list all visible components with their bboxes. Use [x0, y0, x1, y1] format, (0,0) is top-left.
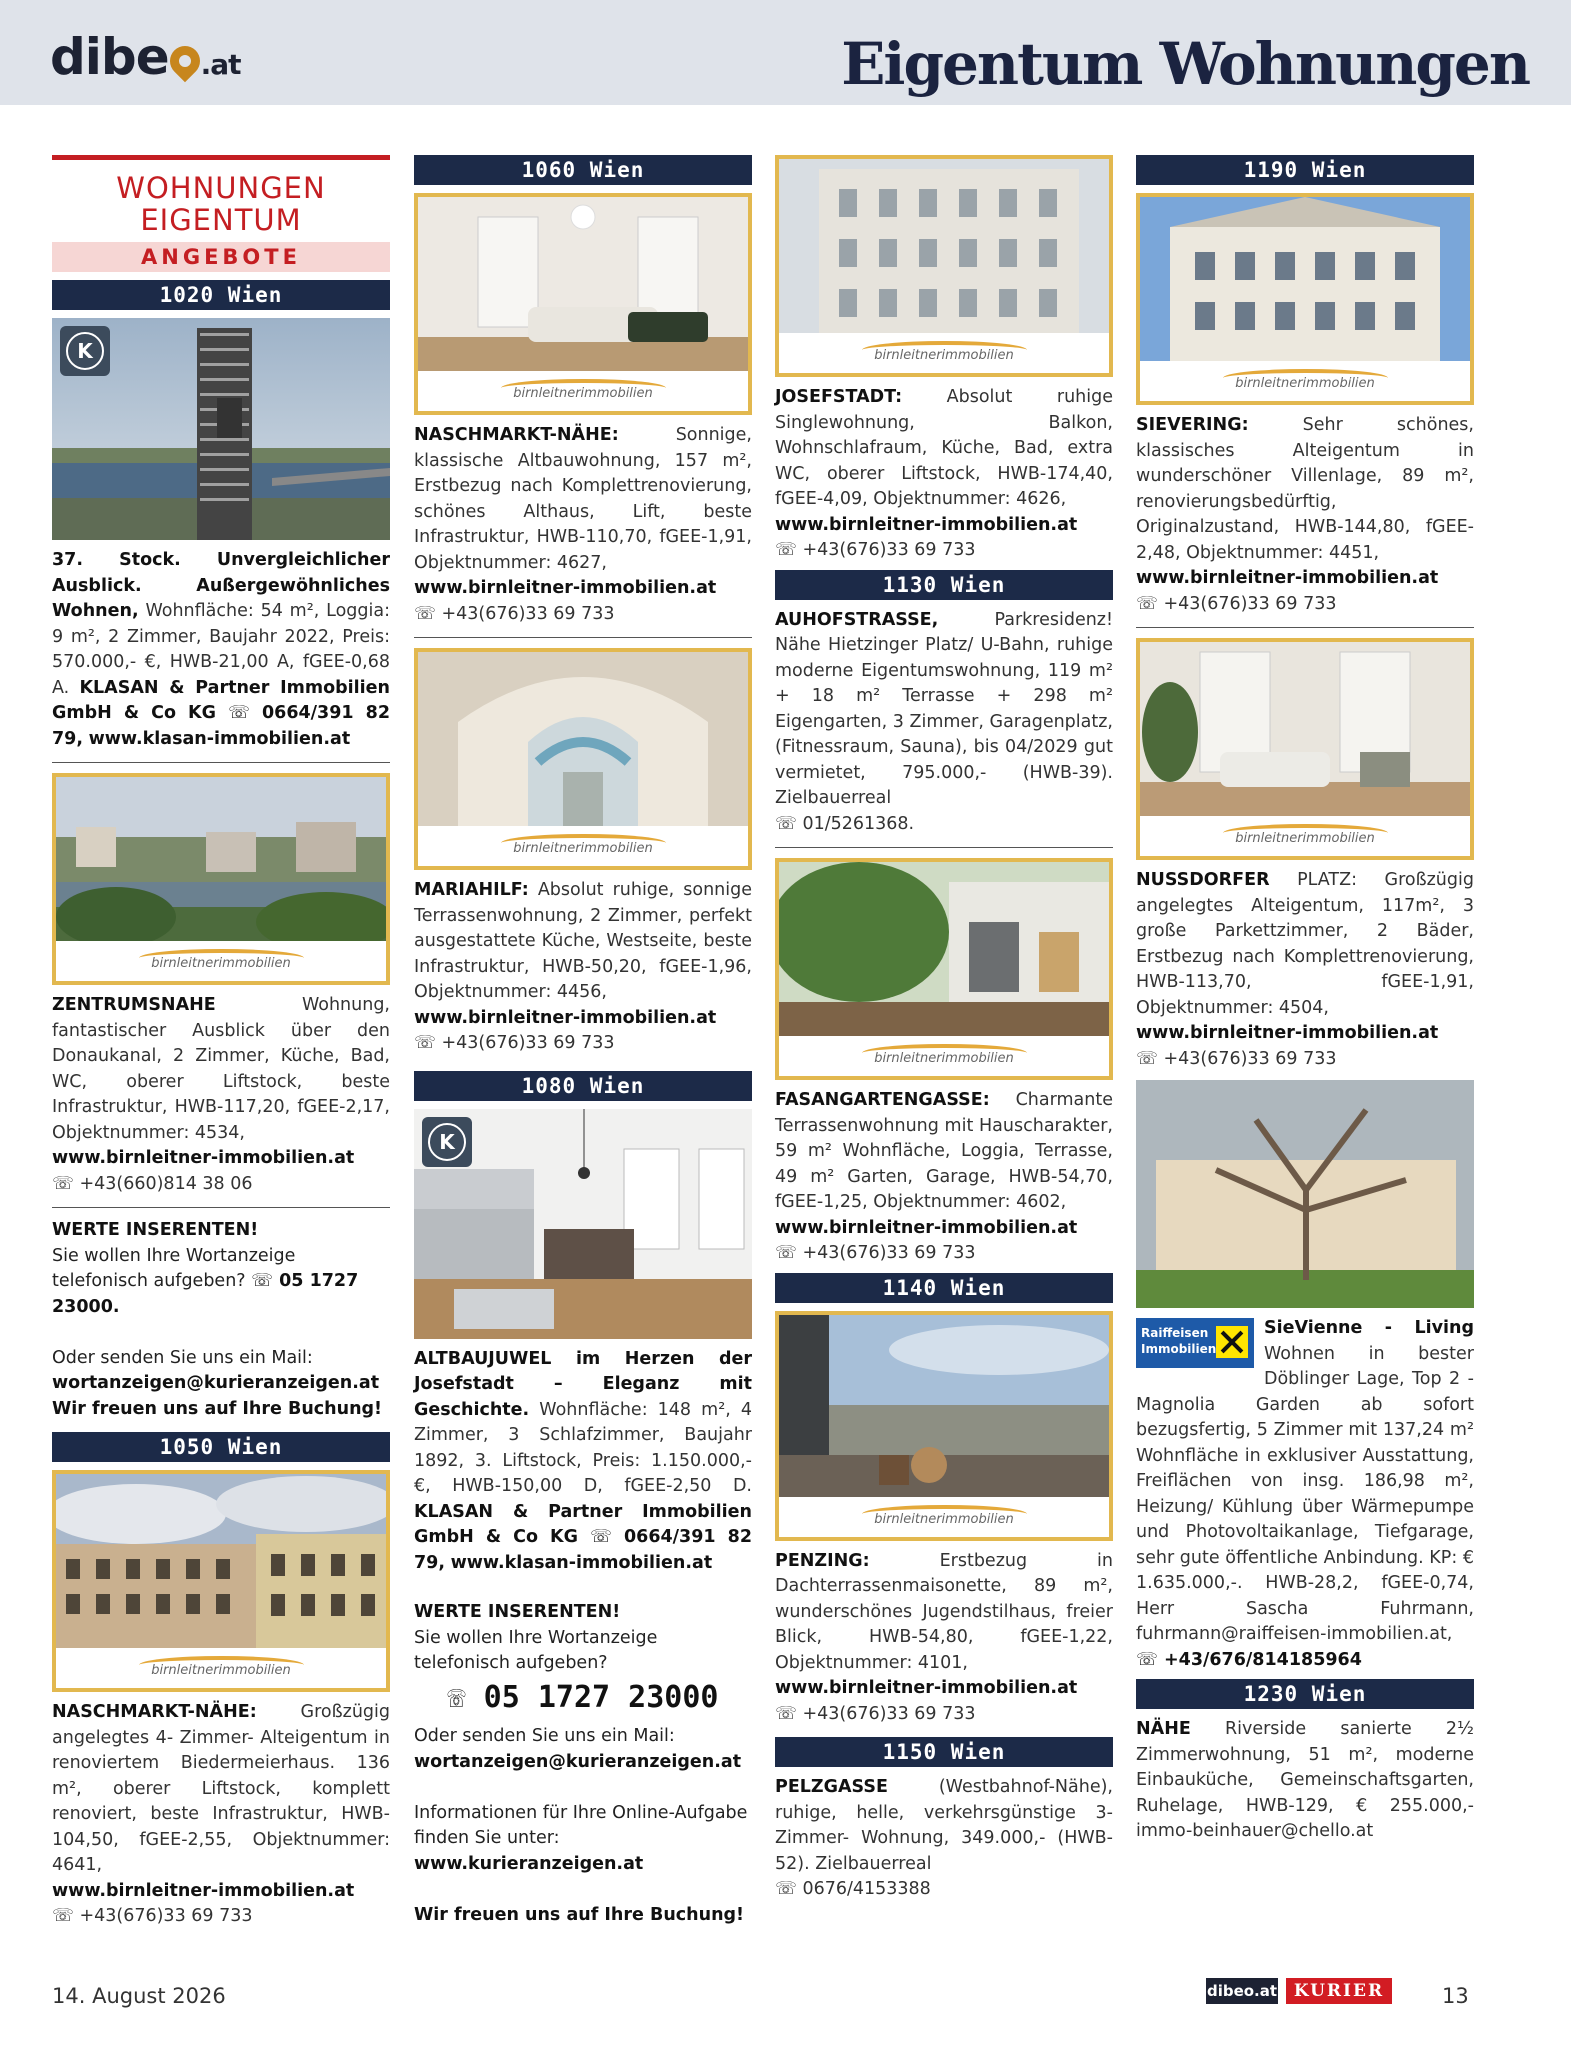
- werte-text: Sie wollen Ihre Wortanzeige telefonisch aufgeben?: [414, 1627, 658, 1673]
- werte-title: WERTE INSERENTEN!: [414, 1602, 621, 1622]
- listing-phone[interactable]: ☏ +43(660)814 38 06: [52, 1173, 253, 1194]
- birnleitner-brand: birnleitnerimmobilien: [1140, 361, 1470, 401]
- listing-url[interactable]: www.birnleitner-immobilien.at: [1136, 568, 1439, 588]
- arched-hallway-photo: [418, 652, 748, 834]
- werte-thanks: Wir freuen uns auf Ihre Buchung!: [414, 1904, 745, 1925]
- listing-naschmarkt-1050: [52, 1700, 390, 1930]
- biedermeier-facade-photo: [56, 1474, 386, 1656]
- werte-big-phone[interactable]: ☏ 05 1727 23000: [447, 1679, 719, 1715]
- listing-photo[interactable]: [1136, 193, 1474, 405]
- district-bar: 1060 Wien: [414, 155, 752, 185]
- divider: [52, 1207, 390, 1208]
- page-title: Eigentum Wohnungen: [841, 30, 1529, 98]
- district-bar: 1190 Wien: [1136, 155, 1474, 185]
- listing-text: Wohnen in bester Döblinger Lage, Top 2 - Magnolia Garden ab sofort bezugsfertig, 5 Zimmer mit 137,24 m² Wohnfläche in exklusiver Ausstattung, Freiflächen von insg. 186,98 m², Heizung/ Kühlung über Wärmepumpe und Photovoltaikanlage, Tiefgarage, sehr gute öffentliche Anbindung. KP: € 1.635.000,-. HWB-28,2, fGEE-0,74, Herr Sascha Fuhrmann, fuhrmann@raiffeisen-immobilien.at,: [1136, 1343, 1474, 1644]
- listing-lead: SieVienne - Living: [1264, 1318, 1474, 1338]
- listing-photo[interactable]: [1136, 1080, 1474, 1308]
- listing-text: Wohnfläche: 54 m², Loggia: 9 m², 2 Zimmer, Baujahr 2022, Preis: 570.000,- €, HWB-21,00 A, fGEE-0,68 A.: [52, 601, 390, 698]
- location-pin-icon: [163, 40, 205, 82]
- listing-phone[interactable]: ☏ +43(676)33 69 733: [414, 603, 615, 624]
- listing-photo[interactable]: [414, 193, 752, 415]
- listing-photo[interactable]: [775, 155, 1113, 377]
- listing-lead: ALTBAUJUWEL im Herzen der Josefstadt – Eleganz mit Geschichte.: [414, 1348, 752, 1420]
- listing-1020: [52, 548, 390, 752]
- listing-lead: NUSSDORFER: [1136, 870, 1270, 890]
- listing-phone[interactable]: ☏ +43(676)33 69 733: [52, 1906, 253, 1926]
- parquet-room-photo: [1140, 642, 1470, 824]
- listing-altbaujuwel: [414, 1347, 752, 1577]
- listing-photo[interactable]: [775, 1311, 1113, 1541]
- listing-phone[interactable]: ☏ +43(676)33 69 733: [1136, 1048, 1337, 1069]
- birnleitner-brand: birnleitnerimmobilien: [779, 1036, 1109, 1076]
- birnleitner-brand: birnleitnerimmobilien: [1140, 816, 1470, 856]
- listing-lead: PELZGASSE: [775, 1777, 888, 1797]
- canal-view-photo: [56, 777, 386, 949]
- listing-url[interactable]: www.birnleitner-immobilien.at: [1136, 1023, 1439, 1043]
- listing-lead: JOSEFSTADT:: [775, 387, 903, 407]
- listing-url[interactable]: www.klasan-immobilien.at: [88, 728, 351, 749]
- listing-josefstadt: [775, 385, 1113, 564]
- listing-phone[interactable]: ☏ +43/676/814185964: [1136, 1649, 1362, 1670]
- listing-photo[interactable]: [1136, 638, 1474, 860]
- werte-online-text: Informationen für Ihre Online-Aufgabe finden Sie unter:: [414, 1802, 748, 1848]
- werte-title: WERTE INSERENTEN!: [52, 1220, 259, 1240]
- birnleitner-brand: birnleitnerimmobilien: [779, 1497, 1109, 1537]
- listing-phone[interactable]: ☏ +43(676)33 69 733: [414, 1033, 615, 1053]
- district-bar: 1150 Wien: [775, 1737, 1113, 1767]
- listing-phone[interactable]: ☏ 0676/4153388: [775, 1879, 931, 1899]
- terrace-garden-photo: [779, 862, 1109, 1044]
- listing-sievering: [1136, 413, 1474, 617]
- divider: [414, 637, 752, 638]
- werte-online-url[interactable]: www.kurieranzeigen.at: [414, 1853, 644, 1874]
- werte-phone[interactable]: ☏ 05 1727 23000.: [52, 1271, 359, 1317]
- footer-kurier-logo[interactable]: KURIER: [1286, 1978, 1392, 2004]
- werte-mail[interactable]: wortanzeigen@kurieranzeigen.at: [414, 1751, 742, 1772]
- listing-phone[interactable]: ☏ +43(676)33 69 733: [1136, 593, 1337, 614]
- raiffeisen-logo-line-2: Immobilien: [1141, 1342, 1217, 1356]
- birnleitner-brand: birnleitnerimmobilien: [779, 333, 1109, 373]
- listing-nussdorfer: [1136, 868, 1474, 1072]
- divider: [52, 762, 390, 763]
- werte-mail[interactable]: wortanzeigen@kurieranzeigen.at: [52, 1373, 380, 1393]
- listing-text: Wohnfläche: 148 m², 4 Zimmer, 3 Schlafzimmer, Baujahr 1892, 3. Liftstock, Preis: 1.150.000,- €, HWB-150,00 D, fGEE-2,50 D.: [414, 1399, 752, 1496]
- column-4: [1136, 155, 1474, 1851]
- birnleitner-brand: birnleitnerimmobilien: [418, 371, 748, 411]
- listing-text: Absolut ruhige, sonnige Terrassenwohnung, 2 Zimmer, perfekt ausgestattete Küche, Westseite, beste Infrastruktur, HWB-50,20, fGEE-1,96, Objektnummer: 4456,: [414, 880, 752, 1002]
- listing-lead: SIEVERING:: [1136, 415, 1249, 435]
- listing-url[interactable]: www.birnleitner-immobilien.at: [775, 1678, 1078, 1698]
- listing-sievienne: [1136, 1316, 1474, 1673]
- district-bar: 1080 Wien: [414, 1071, 752, 1101]
- living-room-photo: [418, 197, 748, 379]
- district-bar: 1050 Wien: [52, 1432, 390, 1462]
- werte-inserenten-box: [52, 1218, 390, 1422]
- listing-lead: NÄHE: [1136, 1719, 1191, 1739]
- district-bar: 1130 Wien: [775, 570, 1113, 600]
- page-header: [0, 0, 1571, 105]
- listing-lead: FASANGARTENGASSE:: [775, 1090, 990, 1110]
- district-bar: 1140 Wien: [775, 1273, 1113, 1303]
- magnolia-garden-photo: [1136, 1080, 1474, 1308]
- section-line-2: EIGENTUM: [140, 203, 302, 237]
- raiffeisen-logo: [1136, 1318, 1254, 1368]
- divider: [775, 847, 1113, 848]
- column-3: [775, 155, 1113, 1909]
- rooftop-terrace-photo: [779, 1315, 1109, 1505]
- listing-lead: MARIAHILF:: [414, 880, 529, 900]
- page-number: 13: [1442, 1984, 1469, 2008]
- listing-phone[interactable]: ☏ +43(676)33 69 733: [775, 1703, 976, 1724]
- listing-penzing: [775, 1549, 1113, 1728]
- listing-lead: NASCHMARKT-NÄHE:: [52, 1702, 257, 1722]
- listing-auhofstrasse: [775, 608, 1113, 838]
- listing-url[interactable]: www.klasan-immobilien.at: [450, 1552, 713, 1573]
- listing-fasangartengasse: [775, 1088, 1113, 1267]
- listing-photo[interactable]: [52, 1470, 390, 1692]
- listing-mariahilf: [414, 878, 752, 1057]
- listing-text: Absolut ruhige Singlewohnung, Balkon, Wohnschlafraum, Küche, Bad, extra WC, oberer Liftstock, HWB-174,40, fGEE-4,09, Objektnummer: 4626,: [775, 387, 1113, 509]
- listing-naehe-riverside: [1136, 1717, 1474, 1845]
- district-bar: 1230 Wien: [1136, 1679, 1474, 1709]
- raiffeisen-gable-icon: [1216, 1326, 1248, 1358]
- facade-photo: [779, 159, 1109, 341]
- logo-text: dibe: [50, 28, 169, 86]
- listing-text: Riverside sanierte 2½ Zimmerwohnung, 51 m², moderne Einbauküche, Gemeinschaftsgarten, Ruhelage, HWB-129, € 255.000,- immo-beinhauer@chello.at: [1136, 1719, 1474, 1841]
- listing-naschmarkt-1060: [414, 423, 752, 627]
- klasan-logo-icon: K: [422, 1117, 472, 1167]
- raiffeisen-logo-line-1: Raiffeisen: [1141, 1326, 1209, 1340]
- section-line-1: WOHNUNGEN: [116, 171, 326, 205]
- listing-lead: ZENTRUMSNAHE: [52, 995, 216, 1015]
- listing-zentrumsnahe: [52, 993, 390, 1197]
- listing-url[interactable]: www.birnleitner-immobilien.at: [414, 1007, 717, 1028]
- birnleitner-brand: birnleitnerimmobilien: [56, 941, 386, 981]
- listing-lead: AUHOFSTRASSE,: [775, 609, 939, 630]
- listing-photo[interactable]: [775, 858, 1113, 1080]
- listing-company: KLASAN & Partner Immobilien GmbH & Co KG ☏ 0664/391 82 79,: [414, 1501, 752, 1573]
- villa-photo: [1140, 197, 1470, 369]
- listing-phone[interactable]: ☏ +43(676)33 69 733: [775, 540, 976, 560]
- listing-text: (Westbahnof-Nähe), ruhige, helle, verkehrsgünstige 3- Zimmer- Wohnung, 349.000,- (HWB-52). Zielbauerreal: [775, 1777, 1113, 1874]
- listing-text: Parkresidenz! Nähe Hietzinger Platz/ U-Bahn, ruhige moderne Eigentumswohnung, 119 m² + 18 m² Terrasse + 298 m² Eigengarten, 3 Zimmer, Garagenplatz, (Fitnessraum, Sauna), bis 04/2029 gut vermietet, 795.000,- (HWB-39). Zielbauerreal: [775, 609, 1113, 808]
- listing-pelzgasse: [775, 1775, 1113, 1903]
- listing-company: KLASAN & Partner Immobilien GmbH & Co KG ☏ 0664/391 82 79,: [52, 677, 390, 749]
- divider: [1136, 627, 1474, 628]
- werte-thanks: Wir freuen uns auf Ihre Buchung!: [52, 1398, 383, 1419]
- dibeo-logo[interactable]: [50, 28, 241, 86]
- listing-url[interactable]: www.birnleitner-immobilien.at: [775, 514, 1078, 535]
- listing-text: PLATZ: Großzügig angelegtes Alteigentum, 117m², 3 große Parkettzimmer, 2 Bäder, Erstbezug nach Komplettrenovierung, HWB-113,70, fGEE-1,91, Objektnummer: 4504,: [1136, 870, 1474, 1018]
- issue-date: 14. August 2026: [52, 1984, 226, 2008]
- listing-phone[interactable]: ☏ +43(676)33 69 733: [775, 1243, 976, 1263]
- werte-mail-text: Oder senden Sie uns ein Mail:: [52, 1347, 313, 1368]
- listing-url[interactable]: www.birnleitner-immobilien.at: [52, 1148, 355, 1168]
- listing-lead: NASCHMARKT-NÄHE:: [414, 425, 619, 445]
- birnleitner-brand: birnleitnerimmobilien: [418, 826, 748, 866]
- column-1: [52, 155, 390, 1936]
- section-heading: [52, 155, 390, 272]
- listing-photo[interactable]: [52, 318, 390, 540]
- listing-text: Erstbezug in Dachterrassenmaisonette, 89 m², wunderschönes Jugendstilhaus, freier Blick, HWB-54,80, fGEE-1,22, Objektnummer: 4101,: [775, 1550, 1113, 1673]
- listing-text: Großzügig angelegtes 4- Zimmer- Alteigentum in renoviertem Biedermeierhaus. 136 m², oberer Liftstock, komplett renoviert, beste Infrastruktur, HWB-104,50, fGEE-2,55, Objektnummer: 4641,: [52, 1702, 390, 1875]
- werte-text: Sie wollen Ihre Wortanzeige telefonisch aufgeben?: [52, 1245, 296, 1291]
- listing-phone[interactable]: ☏ 01/5261368.: [775, 813, 915, 834]
- listing-text: Charmante Terrassenwohnung mit Hauscharakter, 59 m² Wohnfläche, Loggia, Terrasse, 49 m² Garten, Garage, HWB-54,70, fGEE-1,25, Objektnummer: 4602,: [775, 1090, 1113, 1212]
- listing-text: Sonnige, klassische Altbauwohnung, 157 m², Erstbezug nach Komplettrenovierung, schönes Althaus, Lift, beste Infrastruktur, HWB-110,70, fGEE-1,91, Objektnummer: 4627,: [414, 425, 752, 573]
- birnleitner-brand: birnleitnerimmobilien: [56, 1648, 386, 1688]
- listing-photo[interactable]: [52, 773, 390, 985]
- klasan-logo-icon: K: [60, 326, 110, 376]
- listing-url[interactable]: www.birnleitner-immobilien.at: [414, 578, 717, 598]
- listing-lead: PENZING:: [775, 1550, 870, 1571]
- listing-photo[interactable]: [414, 1109, 752, 1339]
- footer-dibeo-logo[interactable]: dibeo.at: [1206, 1978, 1278, 2004]
- column-2: [414, 155, 752, 1928]
- listing-url[interactable]: www.birnleitner-immobilien.at: [775, 1217, 1078, 1238]
- listing-lead: 37. Stock. Unvergleichlicher Ausblick. Außergewöhnliches Wohnen,: [52, 550, 390, 621]
- district-bar: 1020 Wien: [52, 280, 390, 310]
- listing-text: Wohnung, fantastischer Ausblick über den Donaukanal, 2 Zimmer, Küche, Bad, WC, oberer Liftstock, beste Infrastruktur, HWB-117,20, fGEE-2,17, Objektnummer: 4534,: [52, 995, 390, 1143]
- listing-photo[interactable]: [414, 648, 752, 870]
- listing-url[interactable]: www.birnleitner-immobilien.at: [52, 1880, 355, 1901]
- listing-text: Sehr schönes, klassisches Alteigentum in wunderschöner Villenlage, 89 m², renovierungsbedürftig, Originalzustand, HWB-144,80, fGEE-2,48, Objektnummer: 4451,: [1136, 415, 1474, 563]
- logo-suffix: .at: [200, 48, 241, 81]
- section-line-3: ANGEBOTE: [52, 242, 390, 272]
- werte-mail-text: Oder senden Sie uns ein Mail:: [414, 1726, 675, 1746]
- werte-inserenten-box: [414, 1600, 752, 1928]
